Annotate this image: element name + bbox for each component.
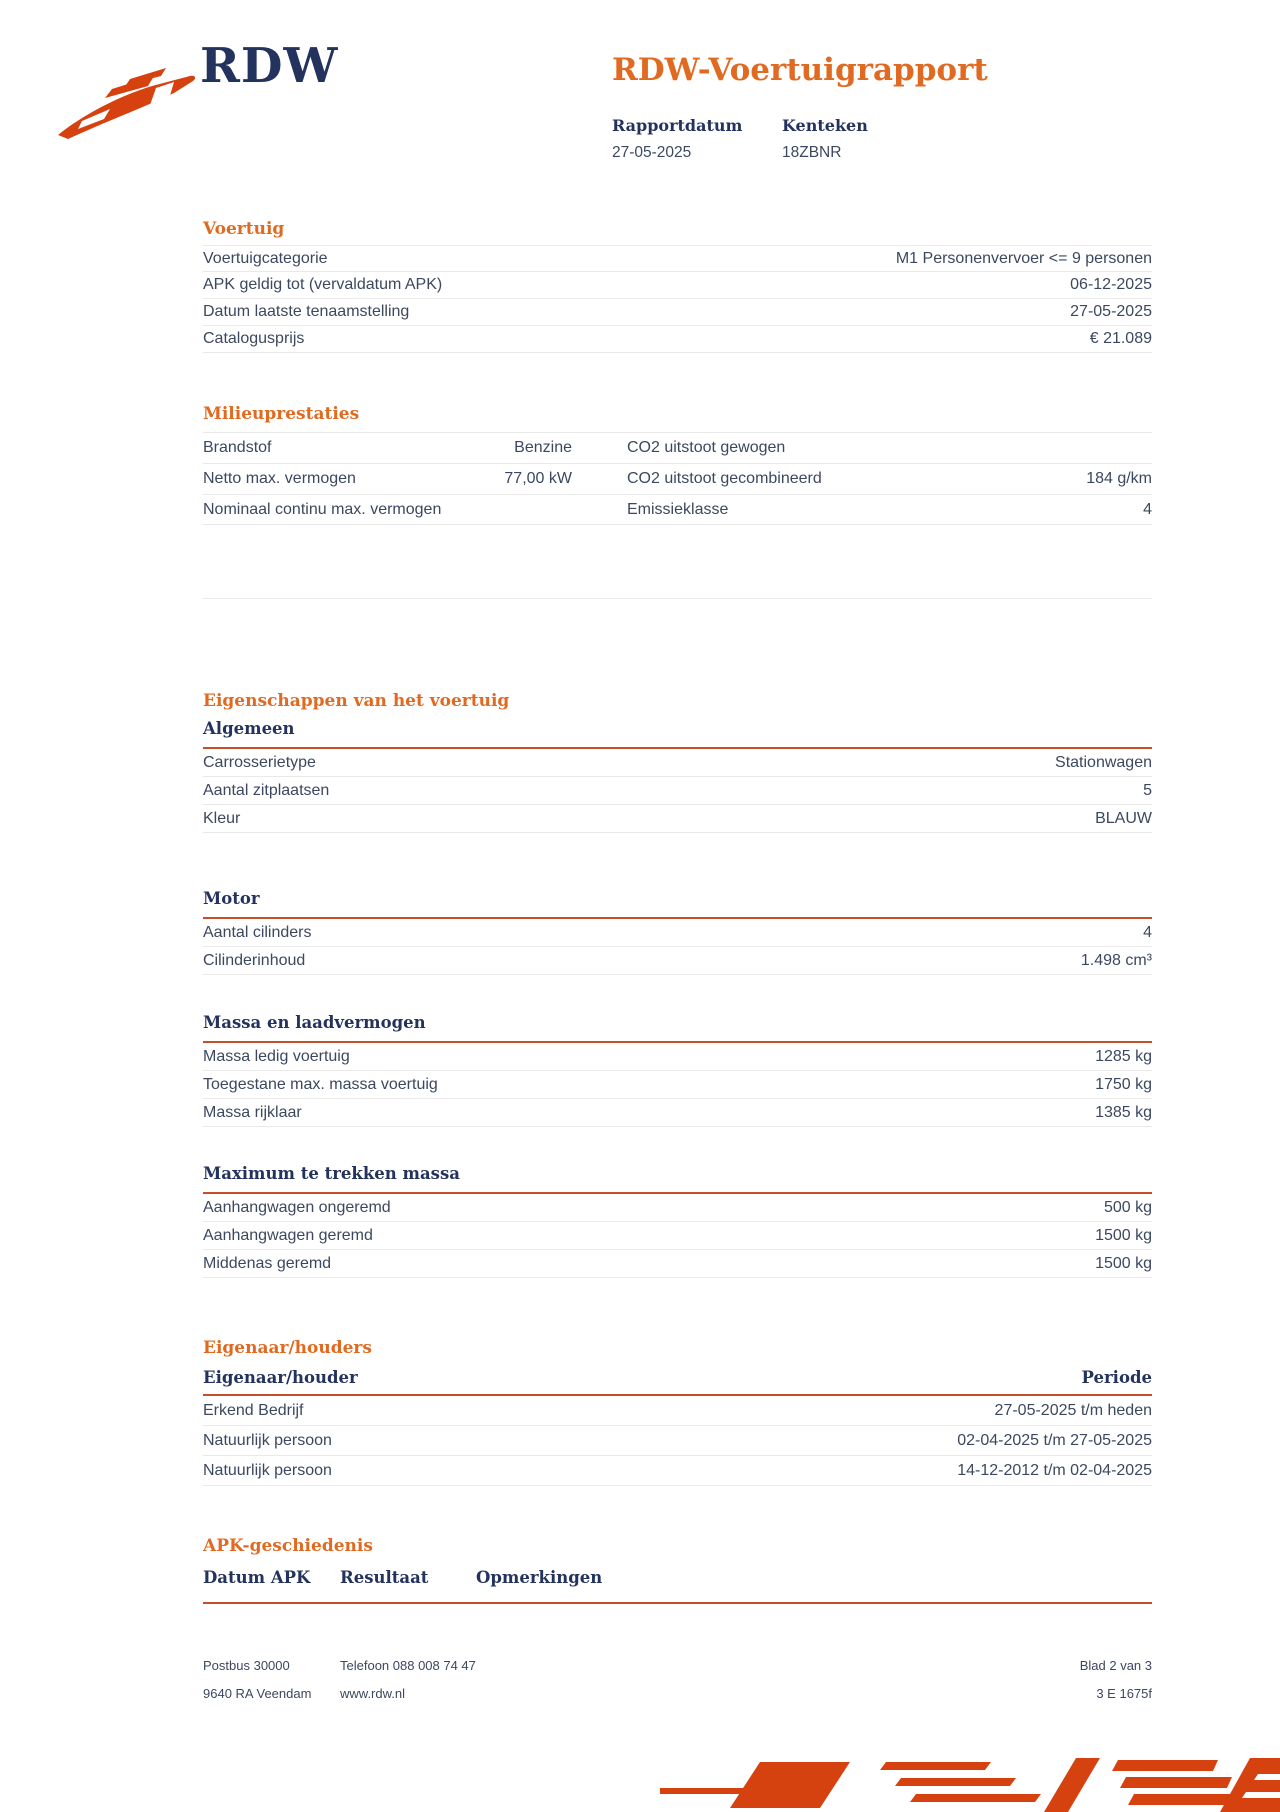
table-row [203, 919, 1152, 947]
footer-phone: Telefoon 088 008 74 47 [340, 1658, 476, 1673]
section-title-eigenschappen: Eigenschappen van het voertuig [203, 691, 510, 711]
row-value: Stationwagen [1055, 753, 1152, 771]
row-value: 77,00 kW [504, 470, 572, 487]
row-label: Cilinderinhoud [203, 951, 306, 969]
subsection-title-algemeen: Algemeen [203, 719, 295, 738]
milieu-table [203, 432, 1152, 525]
subsection-title-massa: Massa en laadvermogen [203, 1013, 426, 1032]
page-title: RDW-Voertuigrapport [612, 52, 988, 88]
motor-table [203, 919, 1152, 975]
table-row [203, 947, 1152, 975]
row-value: 500 kg [1103, 1198, 1152, 1216]
row-label: Nominaal continu max. vermogen [203, 500, 442, 518]
table-header-rule [203, 1602, 1152, 1604]
report-date-block [612, 116, 782, 162]
row-label: Middenas geremd [203, 1254, 332, 1272]
table-row [203, 805, 1152, 833]
section-title-voertuig: Voertuig [203, 219, 285, 239]
footer-website: www.rdw.nl [340, 1686, 406, 1701]
row-value: 1500 kg [1095, 1254, 1152, 1272]
row-label: Netto max. vermogen [203, 470, 356, 487]
eigenaar-table [203, 1396, 1152, 1486]
row-value: 1385 kg [1095, 1103, 1152, 1121]
report-date-label: Rapportdatum [612, 116, 743, 135]
footer-page-number: Blad 2 van 3 [1079, 1658, 1152, 1673]
apk-table-header [203, 1568, 1152, 1588]
report-header [0, 0, 1280, 185]
row-label: Massa rijklaar [203, 1103, 302, 1121]
row-label: Erkend Bedrijf [203, 1401, 304, 1419]
table-row [203, 432, 1152, 463]
row-label: Aantal zitplaatsen [203, 781, 330, 799]
column-header-eigenaar: Eigenaar/houder [203, 1368, 358, 1387]
row-label: Carrosserietype [203, 753, 316, 771]
row-value: 184 g/km [1086, 470, 1152, 487]
license-plate-value: 18ZBNR [782, 144, 842, 161]
row-label: Kleur [203, 809, 241, 827]
column-header-datum-apk: Datum APK [203, 1568, 311, 1587]
footer-line-1 [203, 1658, 1152, 1673]
license-plate-label: Kenteken [782, 116, 868, 135]
trekken-massa-table [203, 1194, 1152, 1278]
table-row [203, 299, 1152, 326]
row-value: 1.498 cm³ [1080, 951, 1152, 969]
footer-line-2 [203, 1686, 1152, 1701]
row-value: € 21.089 [1089, 330, 1152, 347]
report-meta [612, 116, 952, 162]
report-body [203, 219, 1152, 1701]
rdw-wing-graphic [660, 1758, 1280, 1812]
algemeen-table [203, 749, 1152, 833]
section-title-eigenaar: Eigenaar/houders [203, 1338, 372, 1358]
row-label: APK geldig tot (vervaldatum APK) [203, 276, 443, 293]
row-label: Voertuigcategorie [203, 249, 328, 267]
row-value: M1 Personenvervoer <= 9 personen [895, 249, 1152, 267]
subsection-title-motor: Motor [203, 889, 260, 908]
row-value: 06-12-2025 [1070, 276, 1152, 293]
row-label: Natuurlijk persoon [203, 1431, 332, 1449]
rdw-feather-logo-icon [52, 55, 207, 143]
row-label: Aanhangwagen geremd [203, 1226, 373, 1244]
table-row [203, 1456, 1152, 1486]
report-date-value: 27-05-2025 [612, 144, 692, 161]
table-row [203, 777, 1152, 805]
massa-table [203, 1043, 1152, 1127]
row-value: 02-04-2025 t/m 27-05-2025 [957, 1431, 1152, 1449]
row-label: Catalogusprijs [203, 330, 305, 347]
table-row [203, 326, 1152, 353]
voertuig-table [203, 245, 1152, 353]
table-row [203, 1222, 1152, 1250]
row-value: 27-05-2025 [1070, 303, 1152, 320]
row-label: Toegestane max. massa voertuig [203, 1075, 438, 1093]
row-value: 4 [1143, 500, 1152, 518]
row-label: Aantal cilinders [203, 923, 312, 941]
table-row [203, 749, 1152, 777]
row-label: CO2 uitstoot gecombineerd [627, 470, 822, 487]
row-value: Benzine [514, 439, 572, 456]
row-label: Brandstof [203, 439, 272, 456]
table-row [203, 1194, 1152, 1222]
column-header-resultaat: Resultaat [340, 1568, 429, 1587]
table-row [203, 1043, 1152, 1071]
table-row [203, 245, 1152, 272]
row-value: 1500 kg [1095, 1226, 1152, 1244]
column-header-opmerkingen: Opmerkingen [476, 1568, 603, 1587]
license-plate-block [782, 116, 952, 162]
rdw-wordmark: RDW [200, 38, 339, 94]
row-value: 5 [1143, 781, 1152, 799]
row-label: Natuurlijk persoon [203, 1461, 332, 1479]
row-value: 4 [1143, 923, 1152, 941]
row-label: Datum laatste tenaamstelling [203, 303, 410, 320]
row-value: BLAUW [1095, 809, 1152, 827]
row-value: 27-05-2025 t/m heden [994, 1401, 1152, 1419]
table-row [203, 1099, 1152, 1127]
table-row [203, 1071, 1152, 1099]
row-value: 1285 kg [1095, 1047, 1152, 1065]
section-title-milieuprestaties: Milieuprestaties [203, 404, 360, 424]
subsection-title-trekken-massa: Maximum te trekken massa [203, 1164, 460, 1183]
row-value: 14-12-2012 t/m 02-04-2025 [957, 1461, 1152, 1479]
row-label: Emissieklasse [627, 500, 729, 518]
section-divider [203, 598, 1152, 599]
table-row [203, 463, 1152, 494]
table-row [203, 1396, 1152, 1426]
row-label: CO2 uitstoot gewogen [627, 439, 786, 456]
table-row [203, 1426, 1152, 1456]
row-label: Massa ledig voertuig [203, 1047, 350, 1065]
eigenaar-table-header [203, 1368, 1152, 1388]
table-row [203, 494, 1152, 525]
section-title-apk: APK-geschiedenis [203, 1536, 373, 1556]
row-label: Aanhangwagen ongeremd [203, 1198, 391, 1216]
table-row [203, 272, 1152, 299]
table-row [203, 1250, 1152, 1278]
row-value: 1750 kg [1095, 1075, 1152, 1093]
footer-city: 9640 RA Veendam [203, 1686, 312, 1701]
column-header-periode: Periode [1081, 1368, 1152, 1387]
footer-doc-code: 3 E 1675f [1096, 1686, 1152, 1701]
footer-postbus: Postbus 30000 [203, 1658, 290, 1673]
